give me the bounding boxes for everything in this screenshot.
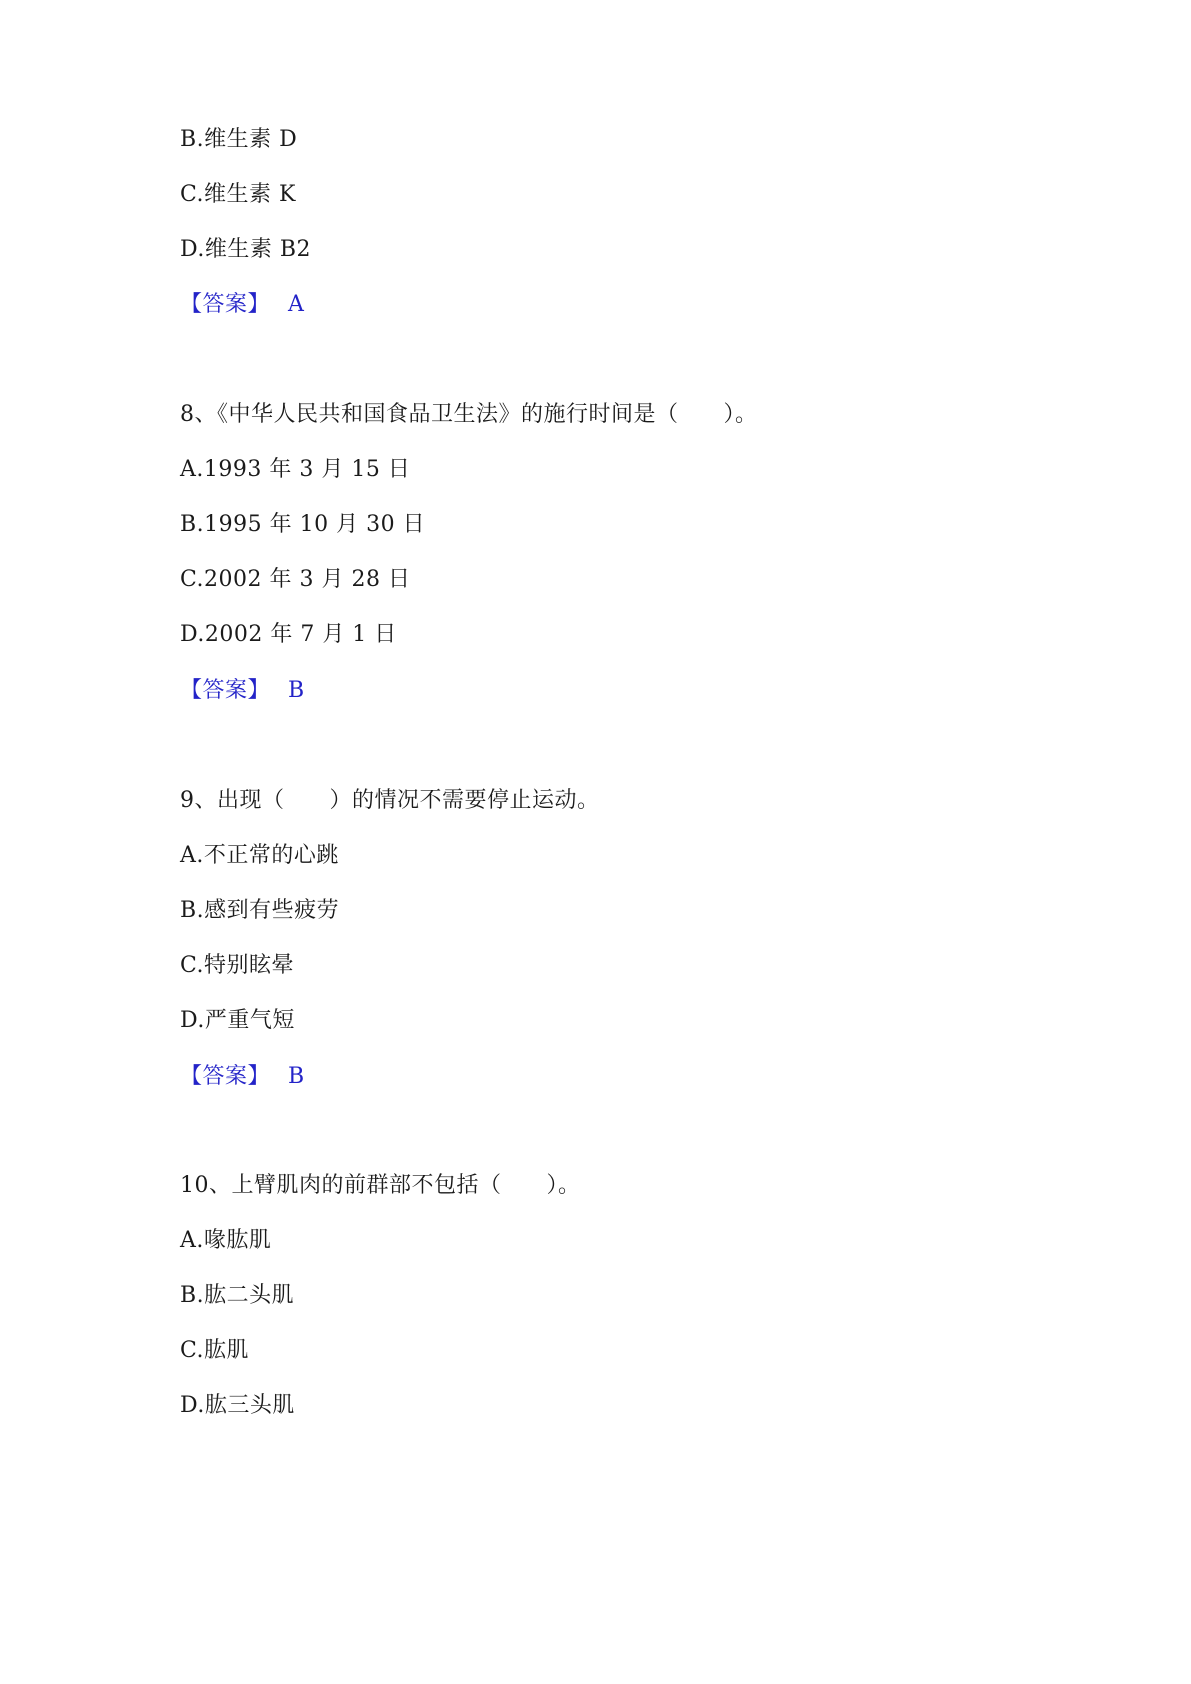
q8-option-b: B.1995 年 10 月 30 日 bbox=[180, 512, 426, 537]
q10-option-a: A.喙肱肌 bbox=[180, 1228, 272, 1253]
q7-option-d: D.维生素 B2 bbox=[180, 237, 312, 262]
q7-option-c: C.维生素 K bbox=[180, 182, 296, 207]
q7-option-b: B.维生素 D bbox=[180, 127, 298, 152]
q10-option-b: B.肱二头肌 bbox=[180, 1283, 295, 1308]
answer-label: 【答案】 bbox=[180, 678, 271, 703]
answer-value: B bbox=[288, 1064, 305, 1089]
q8-option-c: C.2002 年 3 月 28 日 bbox=[180, 567, 411, 592]
q8-question: 8、《中华人民共和国食品卫生法》的施行时间是（ ）。 bbox=[180, 402, 758, 427]
q9-option-a: A.不正常的心跳 bbox=[180, 843, 339, 868]
answer-label: 【答案】 bbox=[180, 292, 271, 317]
q10-option-d: D.肱三头肌 bbox=[180, 1393, 295, 1418]
q9-option-b: B.感到有些疲劳 bbox=[180, 898, 340, 923]
q9-option-c: C.特别眩晕 bbox=[180, 953, 295, 978]
q9-option-d: D.严重气短 bbox=[180, 1008, 295, 1033]
q10-question: 10、上臂肌肉的前群部不包括（ ）。 bbox=[180, 1173, 581, 1198]
answer-value: A bbox=[288, 292, 305, 317]
answer-label: 【答案】 bbox=[180, 1064, 271, 1089]
answer-value: B bbox=[288, 678, 305, 703]
q7-answer bbox=[180, 290, 304, 320]
q10-option-c: C.肱肌 bbox=[180, 1338, 250, 1363]
q8-option-d: D.2002 年 7 月 1 日 bbox=[180, 622, 397, 647]
q9-question: 9、出现（ ）的情况不需要停止运动。 bbox=[180, 788, 600, 813]
q8-option-a: A.1993 年 3 月 15 日 bbox=[180, 457, 411, 482]
q8-answer bbox=[180, 676, 305, 706]
q9-answer bbox=[180, 1062, 305, 1092]
